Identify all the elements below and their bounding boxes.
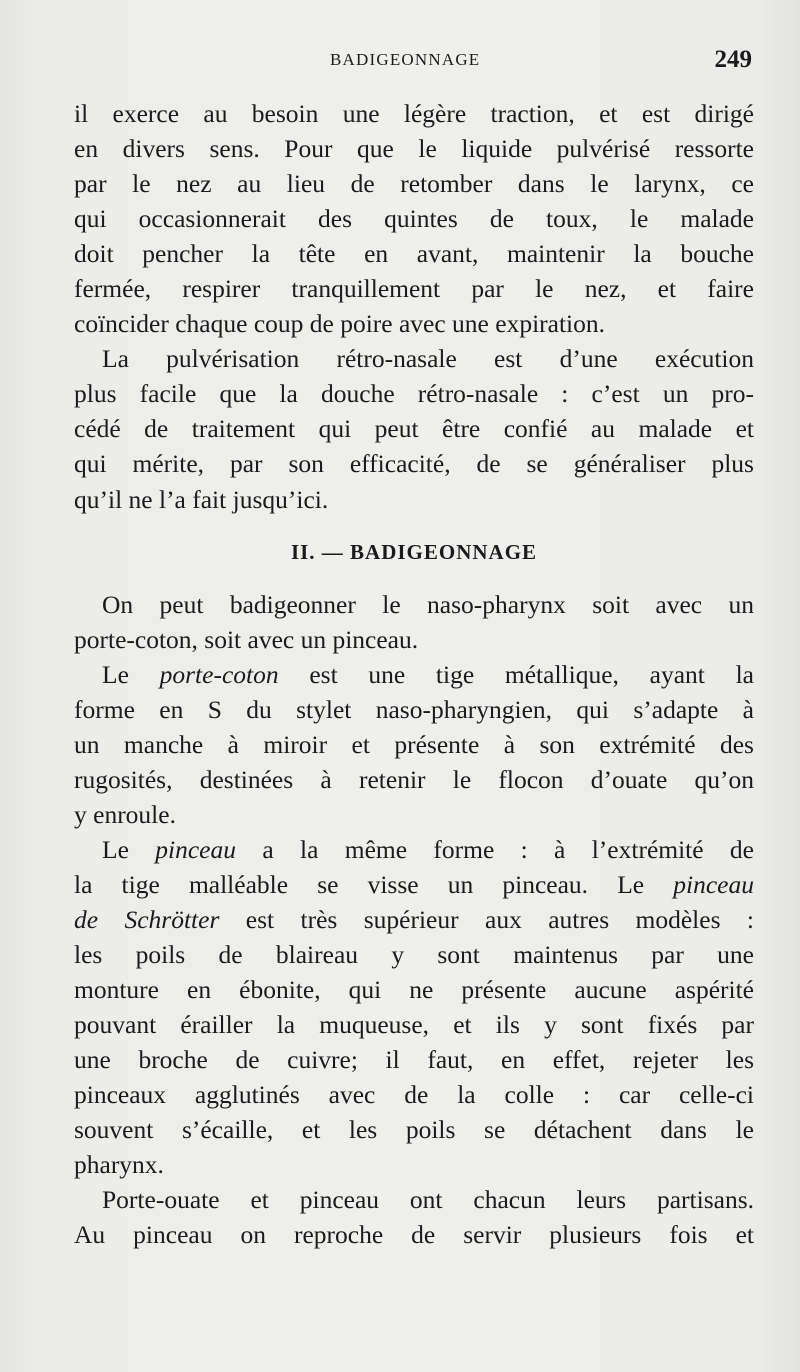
line-text: a la même forme : à l’extrémité de — [235, 834, 754, 864]
text-line — [74, 1112, 754, 1147]
line-text: rugosités, destinées à retenir le flocon d’ouate qu’on — [74, 764, 754, 794]
italic-term: porte-coton — [159, 659, 279, 689]
line-text: doit pencher la tête en avant, maintenir la bouche — [74, 239, 754, 269]
page-number: 249 — [714, 46, 752, 73]
italic-term: pinceau — [155, 834, 236, 864]
body-text — [74, 96, 754, 1252]
line-text: coïncider chaque coup de poire avec une expiration. — [74, 309, 606, 339]
text-line — [74, 131, 754, 166]
text-line — [74, 972, 754, 1007]
text-line — [74, 1182, 754, 1217]
text-line — [74, 692, 754, 727]
text-line — [74, 867, 754, 902]
text-line — [74, 1007, 754, 1042]
line-text: est une tige métallique, ayant la — [278, 659, 754, 689]
line-text: la tige malléable se visse un pinceau. Le — [74, 869, 674, 899]
section-heading: II. — BADIGEONNAGE — [290, 539, 538, 564]
italic-term: pinceau — [673, 869, 754, 899]
line-text: est très supérieur aux autres modèles : — [219, 904, 754, 934]
text-line — [74, 902, 754, 937]
line-text: Le — [102, 834, 156, 864]
line-text: On peut badigeonner le naso-pharynx soit avec un — [102, 589, 754, 619]
line-text: Porte-ouate et pinceau ont chacun leurs partisans. — [102, 1185, 754, 1215]
line-text: pharynx. — [74, 1150, 164, 1180]
line-text: y enroule. — [74, 799, 176, 829]
line-text: en divers sens. Pour que le liquide pulvérisé ressorte — [74, 134, 754, 164]
page-header — [0, 46, 800, 86]
text-line — [74, 1042, 754, 1077]
line-text: qu’il ne l’a fait jusqu’ici. — [74, 484, 329, 514]
line-text: il exerce au besoin une légère traction, et est dirigé — [74, 99, 754, 128]
line-text: fermée, respirer tranquillement par le nez, et faire — [74, 274, 754, 304]
line-text: Le — [102, 659, 160, 689]
text-line — [74, 1077, 754, 1112]
text-line — [74, 341, 754, 376]
line-text: pinceaux agglutinés avec de la colle : car celle-ci — [74, 1080, 754, 1110]
line-text: Au pinceau on reproche de servir plusieurs fois et — [74, 1220, 754, 1250]
running-head: BADIGEONNAGE — [330, 50, 481, 69]
text-line — [74, 411, 754, 446]
text-line — [74, 657, 754, 692]
text-line — [74, 236, 754, 271]
text-line — [74, 937, 754, 972]
line-text: souvent s’écaille, et les poils se détachent dans le — [74, 1115, 754, 1145]
line-text: plus facile que la douche rétro-nasale : c’est un pro- — [74, 379, 754, 409]
text-line — [74, 762, 754, 797]
text-line — [74, 96, 754, 131]
text-line — [74, 446, 754, 481]
text-line — [74, 622, 754, 657]
line-text: pouvant érailler la muqueuse, et ils y sont fixés par — [74, 1010, 754, 1040]
text-line — [74, 376, 754, 411]
line-text: les poils de blaireau y sont maintenus par une — [74, 940, 754, 970]
text-line — [74, 306, 754, 341]
text-line — [74, 1147, 754, 1182]
paragraphs-after-heading — [74, 587, 754, 1253]
italic-term: de Schrötter — [74, 904, 220, 934]
text-line — [74, 166, 754, 201]
line-text: qui occasionnerait des quintes de toux, le malade — [74, 204, 754, 234]
text-line — [74, 201, 754, 236]
text-line — [74, 727, 754, 762]
text-line — [74, 797, 754, 832]
text-line — [74, 1217, 754, 1252]
line-text: forme en S du stylet naso-pharyngien, qui s’adapte à — [74, 694, 754, 724]
text-line — [74, 587, 754, 622]
line-text: porte-coton, soit avec un pinceau. — [74, 624, 419, 654]
line-text: une broche de cuivre; il faut, en effet, rejeter les — [74, 1045, 754, 1075]
text-line — [74, 482, 754, 517]
line-text: monture en ébonite, qui ne présente aucune aspérité — [74, 975, 754, 1005]
text-line — [74, 832, 754, 867]
line-text: La pulvérisation rétro-nasale est d’une exécution — [102, 344, 754, 374]
line-text: qui mérite, par son efficacité, de se généraliser plus — [74, 449, 754, 479]
paragraphs-before-heading — [74, 96, 754, 517]
line-text: un manche à miroir et présente à son extrémité des — [74, 729, 754, 759]
line-text: cédé de traitement qui peut être confié au malade et — [74, 414, 754, 444]
text-line — [74, 271, 754, 306]
line-text: par le nez au lieu de retomber dans le larynx, ce — [74, 169, 754, 199]
